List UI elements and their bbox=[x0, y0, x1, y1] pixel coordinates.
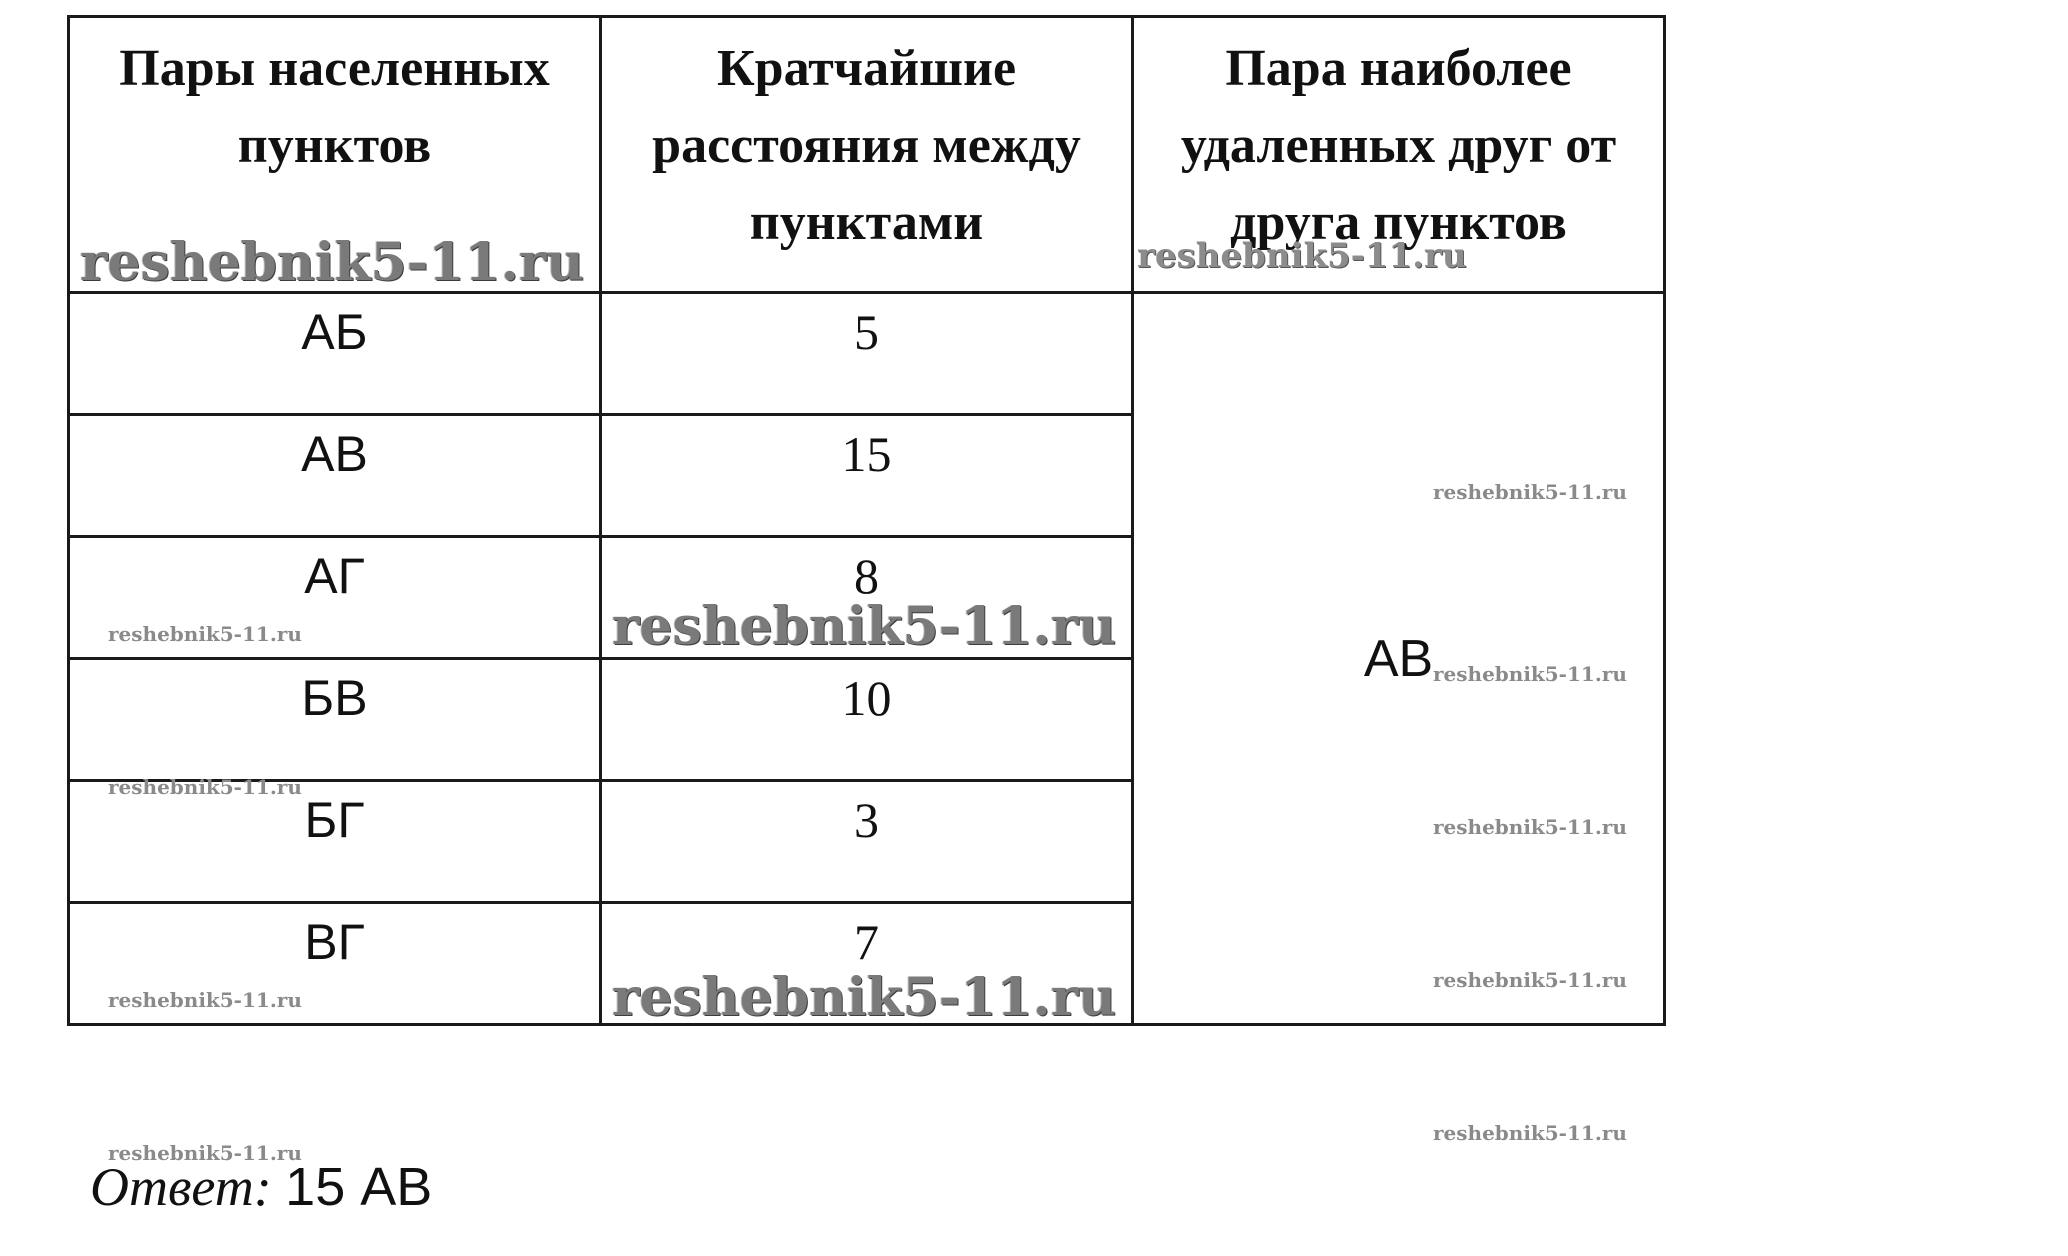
distance-cell: 15 bbox=[601, 415, 1133, 537]
answer-line bbox=[90, 1152, 432, 1222]
table-row bbox=[69, 293, 1665, 415]
pair-cell: БГ bbox=[69, 781, 601, 903]
watermark: reshebnik5-11.ru bbox=[1433, 968, 1627, 992]
watermark: reshebnik5-11.ru bbox=[1433, 662, 1627, 686]
watermark: reshebnik5-11.ru bbox=[108, 775, 302, 799]
distance-table bbox=[67, 15, 1666, 1026]
answer-value: 15 АВ bbox=[285, 1157, 433, 1217]
watermark: reshebnik5-11.ru bbox=[108, 622, 302, 646]
distance-cell: 10 bbox=[601, 659, 1133, 781]
pair-cell: АВ bbox=[69, 415, 601, 537]
header-pairs: Пары населенных пунктов bbox=[69, 17, 601, 293]
distance-cell: 3 bbox=[601, 781, 1133, 903]
watermark: reshebnik5-11.ru bbox=[1433, 480, 1627, 504]
table-header-row bbox=[69, 17, 1665, 293]
pair-cell: АГ bbox=[69, 537, 601, 659]
pair-cell: АБ bbox=[69, 293, 601, 415]
watermark: reshebnik5-11.ru bbox=[1433, 815, 1627, 839]
watermark: reshebnik5-11.ru bbox=[108, 1141, 302, 1165]
watermark: reshebnik5-11.ru bbox=[612, 967, 1117, 1028]
pair-cell: ВГ bbox=[69, 903, 601, 1025]
watermark: reshebnik5-11.ru bbox=[1137, 236, 1467, 276]
watermark: reshebnik5-11.ru bbox=[612, 596, 1117, 657]
watermark: reshebnik5-11.ru bbox=[108, 988, 302, 1012]
distance-cell: 5 bbox=[601, 293, 1133, 415]
farthest-pair-cell: АВ bbox=[1133, 293, 1665, 1025]
watermark: reshebnik5-11.ru bbox=[80, 232, 585, 293]
header-distances: Кратчайшие расстояния между пунктами bbox=[601, 17, 1133, 293]
answer-label: Ответ: bbox=[90, 1157, 272, 1217]
pair-cell: БВ bbox=[69, 659, 601, 781]
distance-cell: 7 bbox=[601, 903, 1133, 1025]
distance-cell: 8 bbox=[601, 537, 1133, 659]
header-farthest-pair: Пара наиболее удаленных друг от друга пунктов bbox=[1133, 17, 1665, 293]
watermark: reshebnik5-11.ru bbox=[1433, 1121, 1627, 1145]
